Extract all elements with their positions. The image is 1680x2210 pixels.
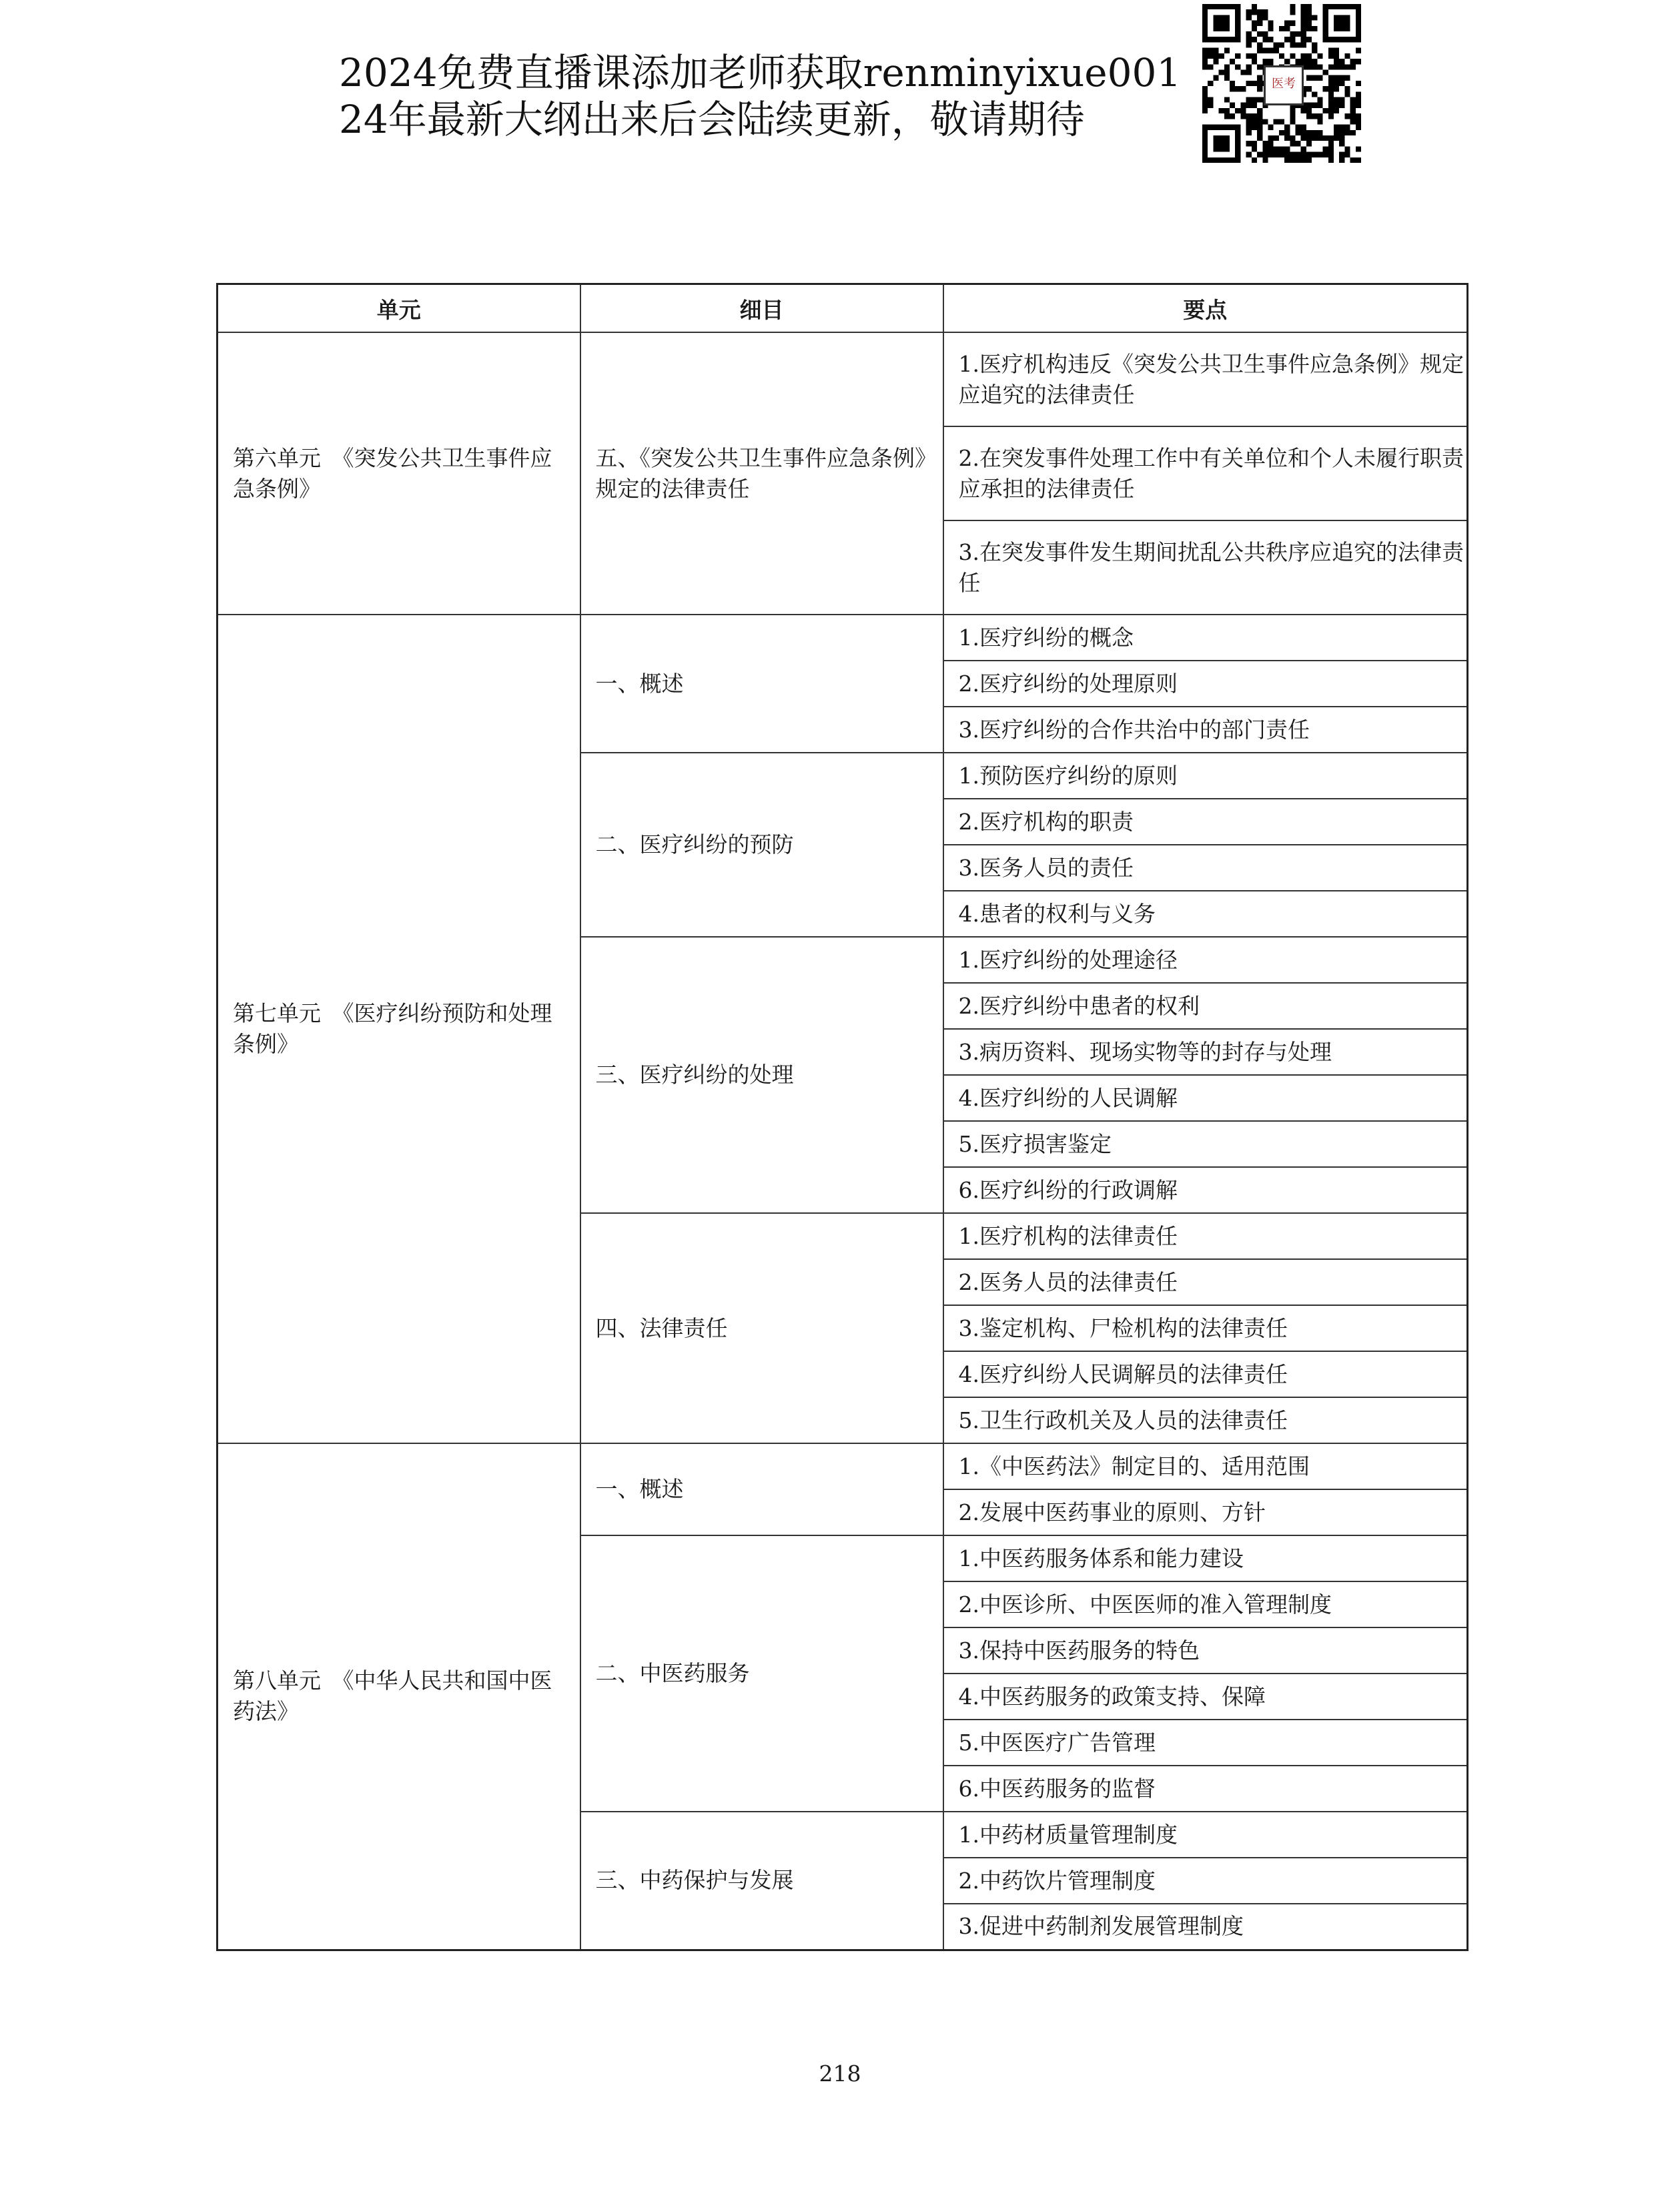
promo-line-1: 2024免费直播课添加老师获取renminyixue001 [339, 50, 1182, 95]
item-cell: 二、医疗纠纷的预防 [580, 753, 943, 937]
point-cell: 4.医疗纠纷人民调解员的法律责任 [943, 1351, 1468, 1397]
point-cell: 2.医务人员的法律责任 [943, 1259, 1468, 1305]
item-cell: 三、医疗纠纷的处理 [580, 937, 943, 1213]
item-cell: 四、法律责任 [580, 1213, 943, 1443]
point-cell: 3.促进中药制剂发展管理制度 [943, 1904, 1468, 1950]
syllabus-table [216, 283, 1468, 1951]
point-cell: 1.医疗纠纷的概念 [943, 615, 1468, 661]
point-cell: 6.中医药服务的监督 [943, 1766, 1468, 1812]
point-cell: 1.医疗机构的法律责任 [943, 1213, 1468, 1259]
point-cell: 2.中医诊所、中医医师的准入管理制度 [943, 1581, 1468, 1627]
point-cell: 3.医疗纠纷的合作共治中的部门责任 [943, 707, 1468, 753]
point-cell: 3.在突发事件发生期间扰乱公共秩序应追究的法律责任 [943, 520, 1468, 615]
point-cell: 1.《中医药法》制定目的、适用范围 [943, 1443, 1468, 1489]
point-cell: 3.医务人员的责任 [943, 845, 1468, 891]
table-header-row [218, 284, 1468, 333]
table-row [218, 332, 1468, 426]
point-cell: 2.医疗纠纷中患者的权利 [943, 983, 1468, 1029]
point-cell: 2.中药饮片管理制度 [943, 1858, 1468, 1904]
point-cell: 3.病历资料、现场实物等的封存与处理 [943, 1029, 1468, 1075]
point-cell: 5.医疗损害鉴定 [943, 1121, 1468, 1167]
page-number: 218 [819, 2061, 861, 2087]
item-cell: 二、中医药服务 [580, 1535, 943, 1812]
table-row [218, 1443, 1468, 1489]
point-cell: 4.患者的权利与义务 [943, 891, 1468, 937]
promo-banner [339, 49, 1181, 143]
header-unit: 单元 [218, 284, 580, 333]
qr-logo: 医考 [1264, 65, 1304, 105]
point-cell: 4.医疗纠纷的人民调解 [943, 1075, 1468, 1121]
point-cell: 1.中药材质量管理制度 [943, 1812, 1468, 1858]
point-cell: 2.在突发事件处理工作中有关单位和个人未履行职责应承担的法律责任 [943, 426, 1468, 520]
point-cell: 2.医疗机构的职责 [943, 799, 1468, 845]
qr-code-icon [1202, 4, 1361, 163]
unit-cell: 第八单元 《中华人民共和国中医药法》 [218, 1443, 580, 1950]
point-cell: 1.医疗纠纷的处理途径 [943, 937, 1468, 983]
item-cell: 一、概述 [580, 615, 943, 753]
header-item: 细目 [580, 284, 943, 333]
point-cell: 6.医疗纠纷的行政调解 [943, 1167, 1468, 1213]
table-row [218, 615, 1468, 661]
point-cell: 1.预防医疗纠纷的原则 [943, 753, 1468, 799]
point-cell: 5.中医医疗广告管理 [943, 1720, 1468, 1766]
promo-line-2: 24年最新大纲出来后会陆续更新，敬请期待 [339, 97, 1085, 142]
item-cell: 五、《突发公共卫生事件应急条例》规定的法律责任 [580, 332, 943, 615]
item-cell: 三、中药保护与发展 [580, 1812, 943, 1950]
point-cell: 5.卫生行政机关及人员的法律责任 [943, 1397, 1468, 1443]
point-cell: 2.医疗纠纷的处理原则 [943, 661, 1468, 707]
point-cell: 3.鉴定机构、尸检机构的法律责任 [943, 1305, 1468, 1351]
item-cell: 一、概述 [580, 1443, 943, 1535]
point-cell: 1.中医药服务体系和能力建设 [943, 1535, 1468, 1581]
point-cell: 4.中医药服务的政策支持、保障 [943, 1674, 1468, 1720]
unit-cell: 第七单元 《医疗纠纷预防和处理条例》 [218, 615, 580, 1443]
point-cell: 3.保持中医药服务的特色 [943, 1627, 1468, 1674]
unit-cell: 第六单元 《突发公共卫生事件应急条例》 [218, 332, 580, 615]
point-cell: 2.发展中医药事业的原则、方针 [943, 1489, 1468, 1535]
point-cell: 1.医疗机构违反《突发公共卫生事件应急条例》规定应追究的法律责任 [943, 332, 1468, 426]
header-points: 要点 [943, 284, 1468, 333]
